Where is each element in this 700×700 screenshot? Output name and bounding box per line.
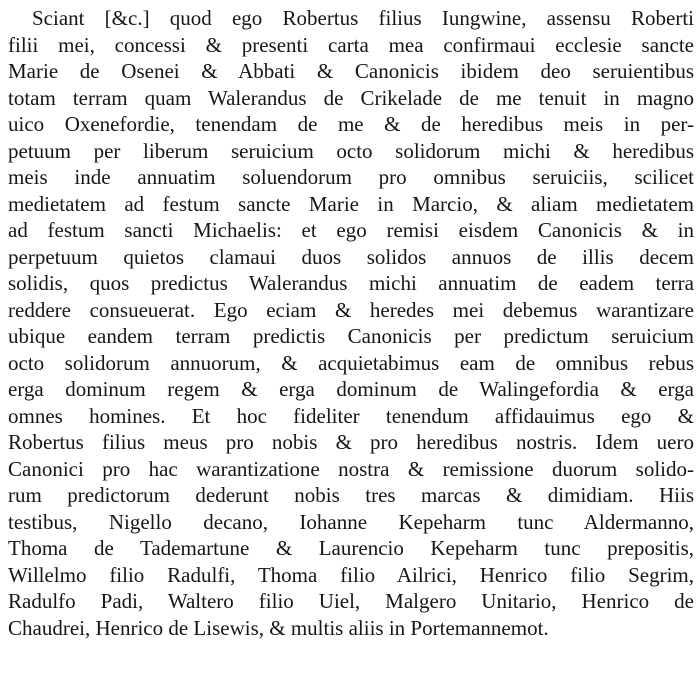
text-line: Chaudrei, Henrico de Lisewis, & multis aliis in Portemannemot.: [8, 615, 549, 640]
charter-text: [8, 5, 694, 641]
text-line: ad festum sancti Michaelis: et ego remisi eisdem Canonicis & in: [8, 218, 694, 242]
text-line: petuum per liberum seruicium octo solidorum michi & heredibus: [8, 138, 694, 163]
text-line: Willelmo filio Radulfi, Thoma filio Ailrici, Henrico filio Segrim,: [8, 562, 694, 587]
text-line: medietatem ad festum sancte Marie in Marcio, & aliam medietatem: [8, 191, 694, 216]
text-line: perpetuum quietos clamaui duos solidos annuos de illis decem: [8, 244, 694, 269]
text-line: omnes homines. Et hoc fideliter tenendum affidauimus ego &: [8, 403, 694, 428]
text-line: totam terram quam Walerandus de Crikelade de me tenuit in magno: [8, 85, 694, 110]
text-line: Thoma de Tademartune & Laurencio Kepeharm tunc prepositis,: [8, 536, 694, 560]
text-line: Sciant [&c.] quod ego Robertus filius Iungwine, assensu Roberti: [32, 6, 694, 30]
text-line: ubique eandem terram predictis Canonicis per predictum seruicium: [8, 324, 694, 348]
text-line: rum predictorum dederunt nobis tres marcas & dimidiam. Hiis: [8, 483, 694, 507]
text-line: reddere consueuerat. Ego eciam & heredes mei debemus warantizare: [8, 297, 694, 322]
text-line: testibus, Nigello decano, Iohanne Kepeharm tunc Aldermanno,: [8, 509, 694, 534]
text-line: erga dominum regem & erga dominum de Walingefordia & erga: [8, 377, 694, 401]
text-line: filii mei, concessi & presenti carta mea confirmaui ecclesie sancte: [8, 32, 694, 57]
text-line: uico Oxenefordie, tenendam de me & de heredibus meis in per-: [8, 112, 694, 136]
text-line: Canonici pro hac warantizatione nostra & remissione duorum solido-: [8, 456, 694, 481]
text-line: Marie de Osenei & Abbati & Canonicis ibidem deo seruientibus: [8, 59, 694, 83]
text-line: meis inde annuatim soluendorum pro omnibus seruiciis, scilicet: [8, 165, 694, 189]
text-line: Radulfo Padi, Waltero filio Uiel, Malgero Unitario, Henrico de: [8, 589, 694, 613]
text-line: Robertus filius meus pro nobis & pro heredibus nostris. Idem uero: [8, 430, 694, 454]
text-line: solidis, quos predictus Walerandus michi annuatim de eadem terra: [8, 271, 694, 295]
text-line: octo solidorum annuorum, & acquietabimus eam de omnibus rebus: [8, 350, 694, 375]
